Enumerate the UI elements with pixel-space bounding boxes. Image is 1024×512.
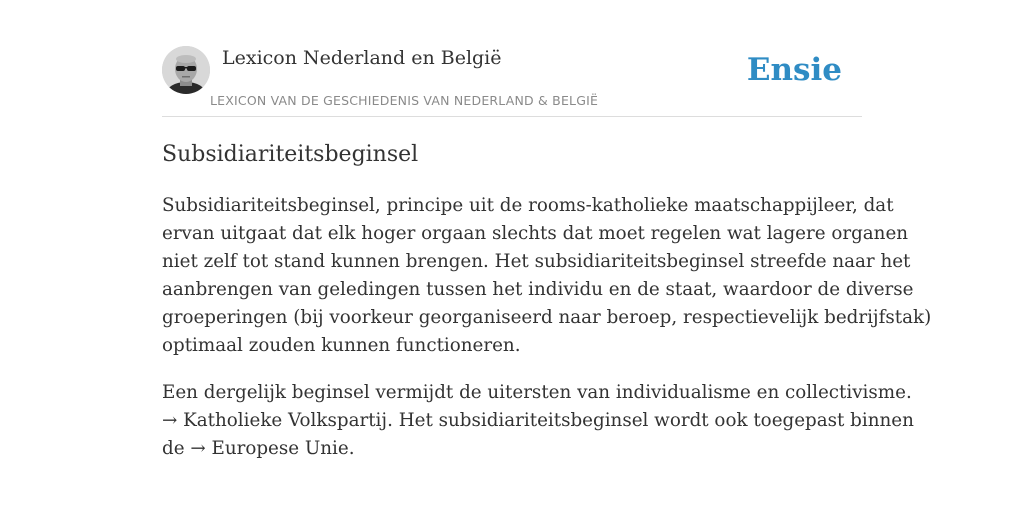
author-avatar[interactable] xyxy=(162,46,210,94)
link-europese-unie[interactable]: → Europese Unie xyxy=(190,438,349,459)
article-paragraph-1 xyxy=(162,192,932,360)
ensie-logo[interactable]: Ensie xyxy=(746,52,842,88)
site-title[interactable]: Lexicon Nederland en België xyxy=(222,47,502,69)
article xyxy=(162,140,932,463)
paragraph-line xyxy=(162,435,867,463)
paragraph-line: optimaal zouden kunnen functioneren. xyxy=(162,335,521,356)
avatar-portrait-image xyxy=(162,46,210,94)
site-subtitle: LEXICON VAN DE GESCHIEDENIS VAN NEDERLAND & BELGIË xyxy=(210,93,599,108)
site-header xyxy=(162,46,862,117)
article-paragraph-2 xyxy=(162,379,914,463)
link-katholieke-volkspartij[interactable]: → Katholieke Volkspartij. xyxy=(162,410,393,431)
paragraph-line: ervan uitgaat dat elk hoger orgaan slechts dat moet regelen wat lagere organen xyxy=(162,223,909,244)
paragraph-text: . xyxy=(348,438,355,459)
paragraph-text: Het subsidiariteitsbeginsel wordt ook toegepast binnen xyxy=(392,410,914,431)
paragraph-line: groeperingen (bij voorkeur georganiseerd naar beroep, respectievelijk bedrijfstak) xyxy=(162,307,932,328)
paragraph-text: de xyxy=(162,438,191,459)
paragraph-line: aanbrengen van geledingen tussen het individu en de staat, waardoor de diverse xyxy=(162,279,914,300)
article-title: Subsidiariteitsbeginsel xyxy=(162,142,419,167)
paragraph-line: Een dergelijk beginsel vermijdt de uitersten van individualisme en collectivisme. xyxy=(162,382,912,403)
paragraph-line: niet zelf tot stand kunnen brengen. Het subsidiariteitsbeginsel streefde naar het xyxy=(162,251,911,272)
paragraph-line: Subsidiariteitsbeginsel, principe uit de rooms-katholieke maatschappijleer, dat xyxy=(162,195,894,216)
paragraph-line xyxy=(162,407,914,435)
